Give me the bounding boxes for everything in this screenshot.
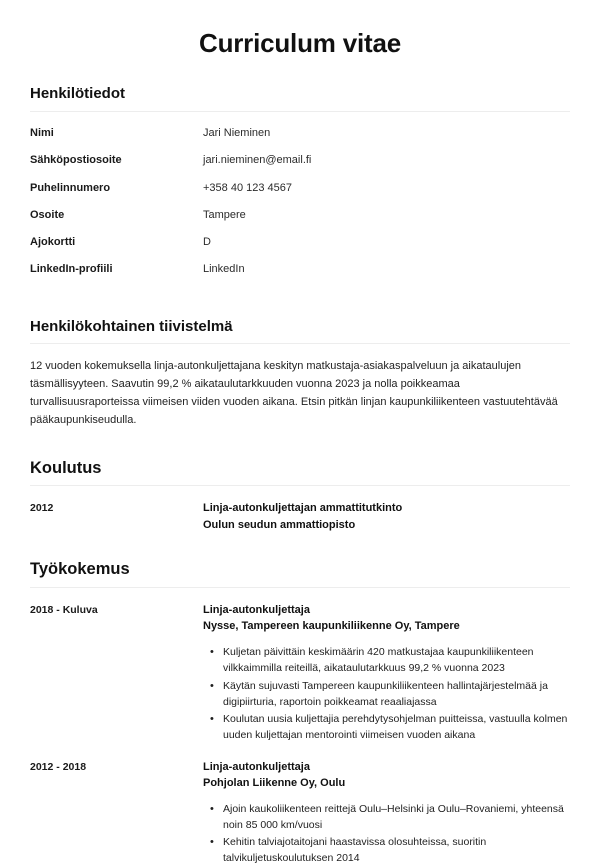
personal-info-rows: [30, 126, 570, 290]
bullet-icon: •: [210, 713, 214, 726]
table-row: [30, 208, 570, 235]
bullet-icon: •: [210, 645, 214, 658]
education-entry: [30, 500, 570, 533]
table-row: [30, 153, 570, 180]
section-divider: [30, 343, 570, 344]
section-personal-info: [30, 85, 570, 290]
list-item-text: Kehitin talviajotaitojani haastavissa olosuhteissa, suoritin talvikuljetuskoulutuksen 2014: [223, 836, 487, 865]
info-value: +358 40 123 4567: [203, 181, 293, 194]
education-entry-body: [203, 500, 570, 533]
info-label: LinkedIn-profiili: [30, 263, 113, 276]
page-title: Curriculum vitae: [199, 28, 401, 58]
education-entry-date: 2012: [30, 502, 54, 515]
work-entry-date: 2012 - 2018: [30, 760, 87, 773]
info-value: Tampere: [203, 208, 246, 221]
info-label: Sähköpostiosoite: [30, 154, 122, 167]
section-divider: [30, 485, 570, 486]
section-heading-personal-summary: Henkilökohtainen tiivistelmä: [30, 317, 233, 335]
work-entry-employer: Nysse, Tampereen kaupunkiliikenne Oy, Tampere: [203, 620, 460, 633]
section-heading-education: Koulutus: [30, 458, 102, 477]
work-entry-title: Linja-autonkuljettaja: [203, 760, 310, 773]
section-work-experience: [30, 559, 570, 867]
work-entry-body: [203, 602, 570, 745]
section-divider: [30, 587, 570, 588]
table-row: [30, 235, 570, 262]
section-divider: [30, 111, 570, 112]
list-item: [203, 711, 570, 744]
bullet-icon: •: [210, 802, 214, 815]
info-label: Ajokortti: [30, 236, 76, 249]
list-item-text: Kuljetan päivittäin keskimäärin 420 matkustajaa kaupunkiliikenteen vilkkaimmilla reiteillä, aikataulutarkkuus 99,2 % vuonna 2023: [223, 645, 534, 675]
bullet-icon: •: [210, 679, 214, 692]
education-entry-institution: Oulun seudun ammattiopisto: [203, 518, 356, 531]
info-label: Osoite: [30, 208, 65, 221]
section-personal-summary: [30, 318, 570, 430]
work-entry-body: [203, 759, 570, 868]
work-entry-title: Linja-autonkuljettaja: [203, 603, 310, 616]
bullet-icon: •: [210, 836, 214, 849]
work-entry-date: 2018 - Kuluva: [30, 603, 98, 616]
personal-info-table: [30, 126, 570, 290]
section-education: [30, 458, 570, 534]
list-item-text: Ajoin kaukoliikenteen reittejä Oulu–Helsinki ja Oulu–Rovaniemi, yhteensä noin 85 000 km/vuosi: [223, 802, 564, 831]
info-value: Jari Nieminen: [203, 126, 271, 139]
work-entry-employer: Pohjolan Liikenne Oy, Oulu: [203, 777, 346, 790]
info-value: D: [203, 236, 211, 249]
work-entry: [30, 759, 570, 868]
work-entry-bullets: [203, 801, 570, 867]
list-item: [203, 644, 570, 677]
summary-paragraph: 12 vuoden kokemuksella linja-autonkuljettajana keskityn matkustaja-asiakaspalveluun ja aikataulujen täsmällisyyteen. Saavutin 99,2 % aikataulutarkkuuden vuonna 2023 ja nolla poikkeamaa turvallisuusraporteissa viimeisen viiden vuoden aikana. Etsin pitkän linjan kaupunkiliikenteen vastuutehtävää pääkaupunkiseudulla.: [30, 360, 558, 426]
info-label: Puhelinnumero: [30, 181, 111, 194]
info-value: jari.nieminen@email.fi: [203, 154, 312, 167]
list-item: [203, 801, 570, 834]
work-entry-bullets: [203, 644, 570, 744]
list-item: [203, 678, 570, 711]
list-item: [203, 834, 570, 867]
info-label: Nimi: [30, 126, 54, 139]
section-heading-work-experience: Työkokemus: [30, 560, 130, 579]
table-row: [30, 126, 570, 153]
table-row: [30, 262, 570, 289]
list-item-text: Koulutan uusia kuljettajia perehdytysohjelman puitteissa, vastuulla kolmen uuden kuljettajan mentorointi viimeisen vuoden aikana: [223, 713, 568, 742]
section-heading-personal-info: Henkilötiedot: [30, 85, 126, 103]
table-row: [30, 181, 570, 208]
education-entry-title: Linja-autonkuljettajan ammattitutkinto: [203, 502, 403, 515]
work-entry: [30, 602, 570, 745]
info-value: LinkedIn: [203, 263, 245, 276]
list-item-text: Käytän sujuvasti Tampereen kaupunkiliikenteen hallintajärjestelmää ja digipiirturia, raportoin poikkeamat reaaliajassa: [223, 679, 548, 708]
